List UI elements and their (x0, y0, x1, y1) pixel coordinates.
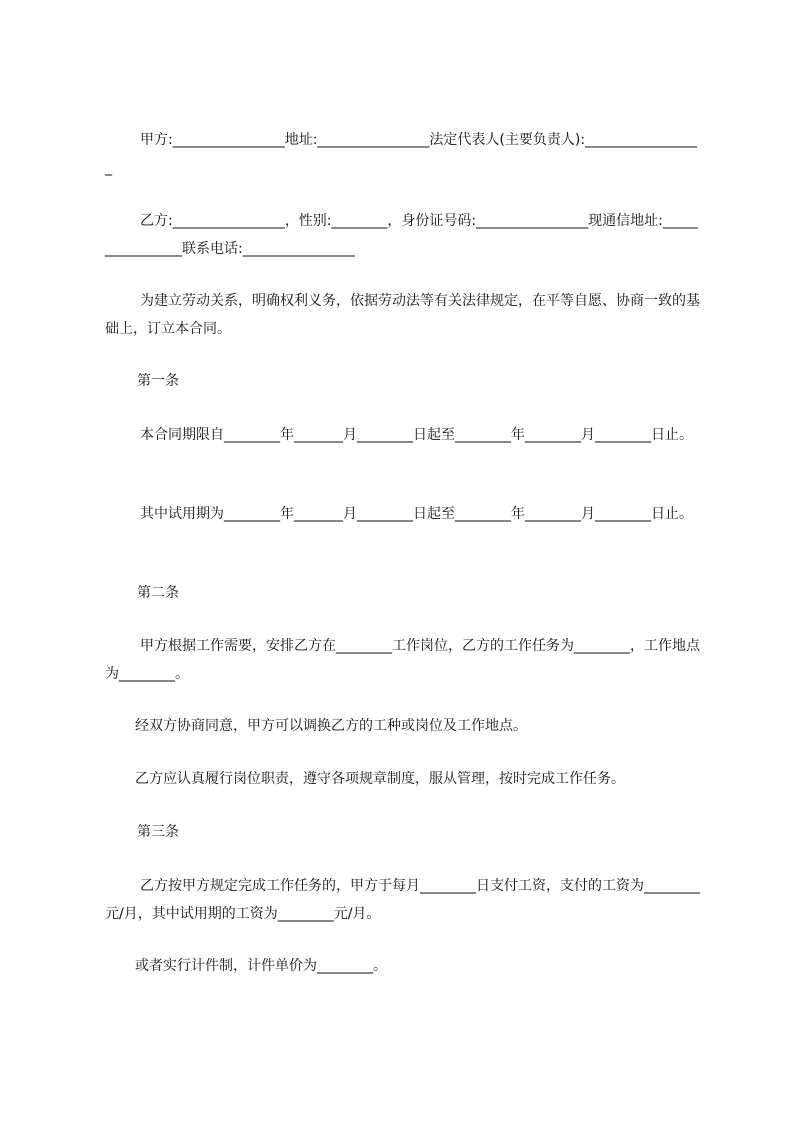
article-2-paragraph-2: 经双方协商同意，甲方可以调换乙方的工种或岗位及工作地点。 (135, 718, 527, 734)
article-1-probation: 其中试用期为________年_______月________日起至________年________月________日止。 (140, 506, 693, 522)
article-3-paragraph-1: 乙方按甲方规定完成工作任务的，甲方于每月________日支付工资，支付的工资为________元/月，其中试用期的工资为________元/月。 (105, 878, 700, 922)
article-1-term: 本合同期限自________年_______月________日起至________年________月________日止。 (140, 427, 693, 443)
article-2-paragraph-1: 甲方根据工作需要，安排乙方在________工作岗位，乙方的工作任务为________，工作地点为________。 (105, 638, 700, 682)
article-3-paragraph-2: 或者实行计件制，计件单价为________。 (135, 958, 387, 974)
article-2-title: 第二条 (137, 585, 179, 601)
article-3-title: 第三条 (137, 824, 179, 840)
article-2-paragraph-3: 乙方应认真履行岗位职责，遵守各项规章制度，服从管理，按时完成工作任务。 (135, 771, 625, 787)
article-1-title: 第一条 (137, 373, 179, 389)
party-b-line: 乙方:________________，性别:________，身份证号码:________________现通信地址:________________联系电话:________________ (105, 213, 698, 257)
party-a-line: 甲方:________________地址:________________法定代表人(主要负责人):_________________ (105, 132, 698, 176)
preamble-paragraph: 为建立劳动关系，明确权利义务，依据劳动法等有关法律规定，在平等自愿、协商一致的基础上，订立本合同。 (105, 293, 700, 337)
